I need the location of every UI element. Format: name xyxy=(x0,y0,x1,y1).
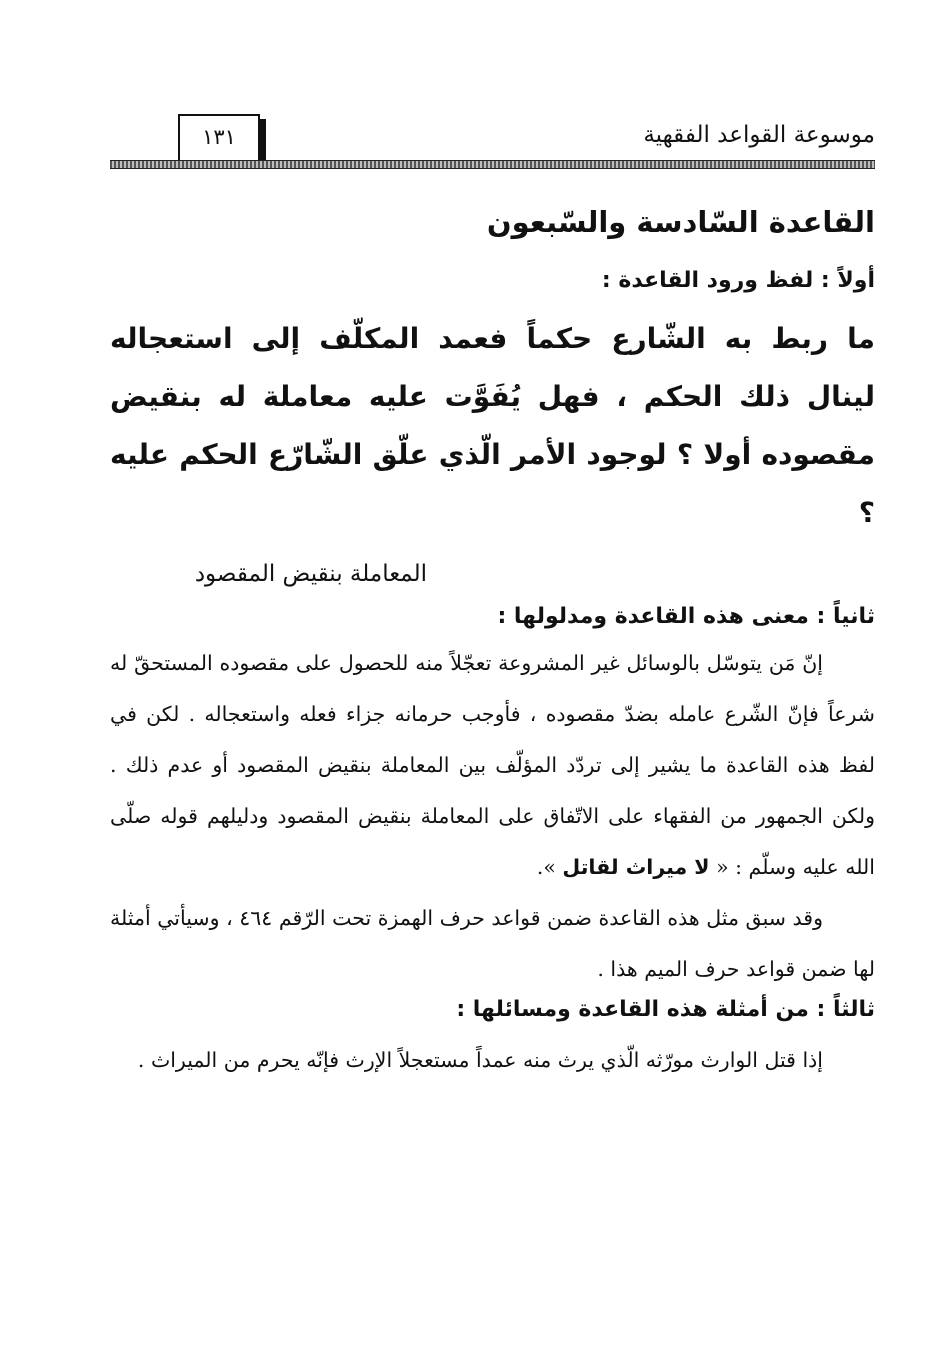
reference-paragraph: وقد سبق مثل هذه القاعدة ضمن قواعد حرف الهمزة تحت الرّقم ٤٦٤ ، وسيأتي أمثلة لها ضمن قواعد حرف الميم هذا . xyxy=(110,906,875,981)
rule-keyword: المعاملة بنقيض المقصود xyxy=(194,561,427,587)
rule-text: ما ربط به الشّارع حكماً فعمد المكلّف إلى استعجاله لينال ذلك الحكم ، فهل يُفَوَّت عليه معاملة له بنقيض مقصوده أولا ؟ لوجود الأمر الّذي علّق الشّارّع الحكم عليه ؟ xyxy=(110,322,875,529)
meaning-end: ». xyxy=(536,855,563,879)
page-header xyxy=(110,112,875,168)
running-title: موسوعة القواعد الفقهية xyxy=(643,122,875,148)
example-paragraph: إذا قتل الوارث مورّثه الّذي يرث منه عمداً مستعجلاً الإرث فإنّه يحرم من الميراث . xyxy=(137,1048,823,1072)
header-rule xyxy=(110,160,875,169)
meaning-text: إنّ مَن يتوسّل بالوسائل غير المشروعة تعجّلاً منه للحصول على مقصوده المستحقّ له شرعاً فإنّ الشّرع عامله بضدّ مقصوده ، فأوجب حرمانه جزاء فعله واستعجاله . لكن في لفظ هذه القاعدة ما يشير إلى تردّد المؤلّف بين المعاملة بنقيض المقصود أو عدم ذلك . ولكن الجمهور من الفقهاء على الاتّفاق على المعاملة بنقيض المقصود ودليلهم قوله صلّى الله عليه وسلّم : « xyxy=(110,651,875,879)
page-number: ١٣١ xyxy=(178,114,260,162)
page-content xyxy=(110,200,875,1086)
section-heading-third: ثالثاً : من أمثلة هذه القاعدة ومسائلها : xyxy=(456,997,875,1022)
section-heading-second: ثانياً : معنى هذه القاعدة ومدلولها : xyxy=(497,604,875,629)
section-heading-first: أولاً : لفظ ورود القاعدة : xyxy=(601,268,875,293)
meaning-paragraph xyxy=(110,638,875,893)
rule-title: القاعدة السّادسة والسّبعون xyxy=(486,205,875,239)
hadith-quote: لا ميراث لقاتل xyxy=(562,855,710,879)
